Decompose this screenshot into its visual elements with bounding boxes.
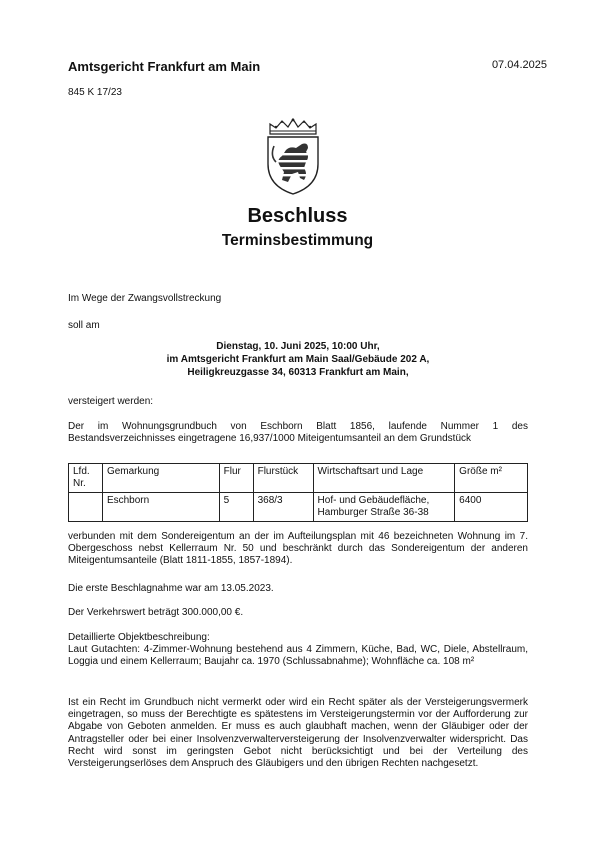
property-table xyxy=(68,463,528,522)
header-groesse: Größe m² xyxy=(455,464,528,493)
table-row xyxy=(69,493,528,522)
intro-text: Im Wege der Zwangsvollstreckung xyxy=(68,293,222,304)
header-gemarkung: Gemarkung xyxy=(102,464,219,493)
cell-wirtschaftsart-line2: Hamburger Straße 36-38 xyxy=(317,507,429,518)
cell-lfd xyxy=(69,493,103,522)
document-title: Beschluss xyxy=(247,205,348,227)
verbunden-text: verbunden mit dem Sondereigentum an der im Aufteilungsplan mit 46 bezeichneten Wohnung im 7. Obergeschoss nebst Kellerraum Nr. 50 und beschränkt durch das Sondereigentum der anderen Miteigentumsanteile (Blatt 1811-1855, 1857-1894). xyxy=(68,531,528,567)
cell-flurstueck: 368/3 xyxy=(253,493,313,522)
cell-flur: 5 xyxy=(219,493,253,522)
header-wirtschaftsart: Wirtschaftsart und Lage xyxy=(313,464,455,493)
cell-wirtschaftsart xyxy=(313,493,455,522)
versteigert-text: versteigert werden: xyxy=(68,396,154,407)
document-date: 07.04.2025 xyxy=(491,59,547,71)
objekt-text: Laut Gutachten: 4-Zimmer-Wohnung bestehend aus 4 Zimmern, Küche, Bad, WC, Diele, Abstellraum, Loggia und einem Kellerraum; Baujahr ca. 1970 (Schlussabnahme); Wohnfläche ca. 108 m² xyxy=(68,644,528,668)
cell-groesse: 6400 xyxy=(455,493,528,522)
recht-text: Ist ein Recht im Grundbuch nicht vermerkt oder wird ein Recht später als der Versteigerungsvermerk eingetragen, so muss der Berechtigte es spätestens im Versteigerungstermin vor der Aufforderung zur Abgabe von Geboten anmelden. Er muss es auch glaubhaft machen, wenn der Gläubiger oder der Antragsteller oder bei einer Insolvenzverwalterversteigerung der Insolvenzverwalter widerspricht. Das Recht wird sonst im geringsten Gebot nicht berücksichtigt und bei der Verteilung des Versteigerungserlöses dem Anspruch des Gläubigers und den übrigen Rechten nachgesetzt. xyxy=(68,697,528,770)
appointment-block xyxy=(68,340,528,379)
header-flurstueck: Flurstück xyxy=(253,464,313,493)
grundbuch-text: Der im Wohnungsgrundbuch von Eschborn Blatt 1856, laufende Nummer 1 des Bestandsverzeichnisses eingetragene 16,937/1000 Miteigentumsanteil an dem Grundstück xyxy=(68,421,528,445)
cell-wirtschaftsart-line1: Hof- und Gebäudefläche, xyxy=(317,495,430,506)
beschlagnahme-text: Die erste Beschlagnahme war am 13.05.2023. xyxy=(68,583,274,594)
document-subtitle: Terminsbestimmung xyxy=(221,232,374,249)
case-number: 845 K 17/23 xyxy=(68,87,122,98)
soll-am-text: soll am xyxy=(68,320,100,331)
appointment-date: Dienstag, 10. Juni 2025, 10:00 Uhr, xyxy=(216,341,380,352)
verkehrswert-text: Der Verkehrswert beträgt 300.000,00 €. xyxy=(68,607,244,618)
header-lfd: Lfd. Nr. xyxy=(69,464,103,493)
court-name: Amtsgericht Frankfurt am Main xyxy=(68,59,261,74)
hessen-coat-of-arms-icon xyxy=(262,116,324,196)
appointment-address: Heiligkreuzgasse 34, 60313 Frankfurt am Main, xyxy=(187,367,409,378)
appointment-location: im Amtsgericht Frankfurt am Main Saal/Gebäude 202 A, xyxy=(166,354,430,365)
header-flur: Flur xyxy=(219,464,253,493)
cell-gemarkung: Eschborn xyxy=(102,493,219,522)
objekt-heading: Detaillierte Objektbeschreibung: xyxy=(68,632,210,643)
table-header-row xyxy=(69,464,528,493)
